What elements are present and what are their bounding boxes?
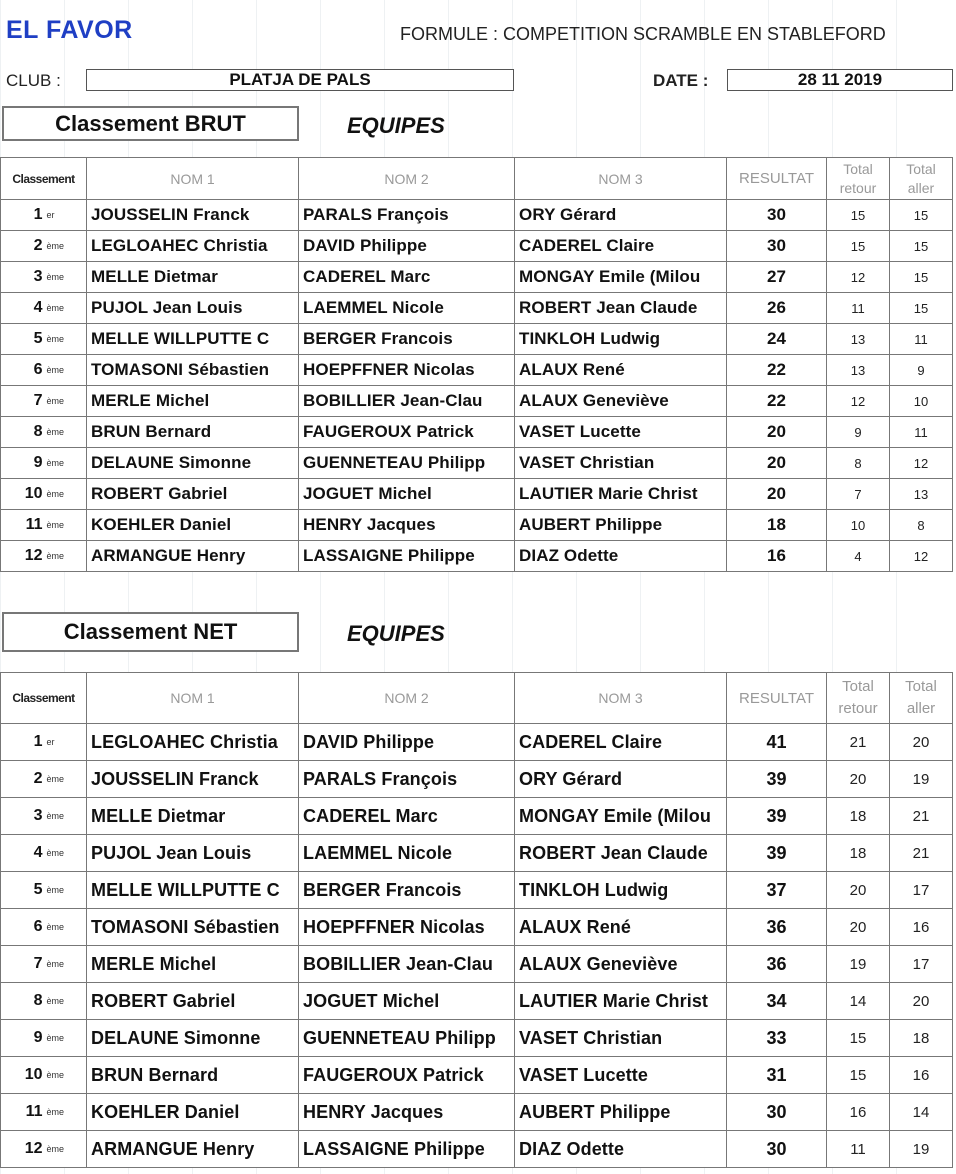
brut-table-row <box>1 448 953 479</box>
net-table-row <box>1 835 953 872</box>
nom1-cell: BRUN Bernard <box>87 417 299 448</box>
total-retour-cell: 20 <box>827 909 890 946</box>
total-aller-cell: 12 <box>890 448 953 479</box>
date-label: DATE : <box>653 71 709 90</box>
net-table-row <box>1 1094 953 1131</box>
brut-table-row <box>1 417 953 448</box>
total-retour-cell: 12 <box>827 386 890 417</box>
rank-suffix: ème <box>45 355 87 386</box>
total-aller-cell: 15 <box>890 200 953 231</box>
col-header-nom3: NOM 3 <box>515 673 727 724</box>
resultat-cell: 36 <box>727 909 827 946</box>
brut-table-row <box>1 386 953 417</box>
nom1-cell: KOEHLER Daniel <box>87 510 299 541</box>
nom1-cell: DELAUNE Simonne <box>87 1020 299 1057</box>
nom2-cell: HENRY Jacques <box>299 510 515 541</box>
resultat-cell: 30 <box>727 1131 827 1168</box>
nom3-cell: ALAUX René <box>515 909 727 946</box>
nom2-cell: LAEMMEL Nicole <box>299 835 515 872</box>
nom2-cell: DAVID Philippe <box>299 724 515 761</box>
nom3-cell: ALAUX Geneviève <box>515 946 727 983</box>
formule-text: FORMULE : COMPETITION SCRAMBLE EN STABLEFORD <box>400 24 886 44</box>
col-header-total-retour: Total retour <box>827 673 890 724</box>
nom3-cell: AUBERT Philippe <box>515 510 727 541</box>
rank-number: 10 <box>1 479 45 510</box>
rank-suffix: ème <box>45 231 87 262</box>
nom1-cell: MELLE WILLPUTTE C <box>87 324 299 355</box>
net-section-title: Classement NET <box>2 612 299 652</box>
rank-suffix: ème <box>45 1057 87 1094</box>
brut-table-row <box>1 231 953 262</box>
rank-number: 11 <box>1 510 45 541</box>
resultat-cell: 34 <box>727 983 827 1020</box>
net-table-row <box>1 1020 953 1057</box>
total-aller-cell: 21 <box>890 835 953 872</box>
col-header-total-aller: Total aller <box>890 158 953 200</box>
brut-equipes-label: EQUIPES <box>347 113 445 138</box>
net-table-row <box>1 946 953 983</box>
nom1-cell: PUJOL Jean Louis <box>87 293 299 324</box>
date-value: 28 11 2019 <box>727 69 953 91</box>
rank-suffix: ème <box>45 835 87 872</box>
total-retour-cell: 15 <box>827 1057 890 1094</box>
total-retour-cell: 4 <box>827 541 890 572</box>
resultat-cell: 20 <box>727 417 827 448</box>
nom2-cell: CADEREL Marc <box>299 798 515 835</box>
total-aller-cell: 11 <box>890 417 953 448</box>
net-equipes-label: EQUIPES <box>347 621 445 646</box>
rank-number: 1 <box>1 724 45 761</box>
brut-table-row <box>1 324 953 355</box>
nom3-cell: ALAUX Geneviève <box>515 386 727 417</box>
nom1-cell: DELAUNE Simonne <box>87 448 299 479</box>
rank-number: 12 <box>1 541 45 572</box>
total-aller-cell: 20 <box>890 983 953 1020</box>
nom1-cell: MELLE Dietmar <box>87 262 299 293</box>
rank-number: 8 <box>1 983 45 1020</box>
total-retour-cell: 18 <box>827 835 890 872</box>
nom3-cell: ORY Gérard <box>515 200 727 231</box>
net-table-row <box>1 1057 953 1094</box>
total-aller-cell: 21 <box>890 798 953 835</box>
net-table-row <box>1 1131 953 1168</box>
resultat-cell: 39 <box>727 761 827 798</box>
nom2-cell: BERGER Francois <box>299 872 515 909</box>
nom1-cell: MERLE Michel <box>87 386 299 417</box>
nom1-cell: MELLE Dietmar <box>87 798 299 835</box>
total-aller-cell: 13 <box>890 479 953 510</box>
resultat-cell: 41 <box>727 724 827 761</box>
resultat-cell: 31 <box>727 1057 827 1094</box>
col-header-nom3: NOM 3 <box>515 158 727 200</box>
nom1-cell: LEGLOAHEC Christia <box>87 724 299 761</box>
total-retour-cell: 8 <box>827 448 890 479</box>
nom3-cell: ALAUX René <box>515 355 727 386</box>
resultat-cell: 36 <box>727 946 827 983</box>
resultat-cell: 22 <box>727 355 827 386</box>
total-retour-cell: 12 <box>827 262 890 293</box>
total-retour-cell: 21 <box>827 724 890 761</box>
nom2-cell: DAVID Philippe <box>299 231 515 262</box>
nom3-cell: MONGAY Emile (Milou <box>515 262 727 293</box>
nom2-cell: HOEPFFNER Nicolas <box>299 909 515 946</box>
total-aller-cell: 19 <box>890 1131 953 1168</box>
nom3-cell: VASET Lucette <box>515 417 727 448</box>
col-header-nom2: NOM 2 <box>299 673 515 724</box>
nom1-cell: LEGLOAHEC Christia <box>87 231 299 262</box>
rank-number: 10 <box>1 1057 45 1094</box>
total-aller-cell: 10 <box>890 386 953 417</box>
total-retour-cell: 13 <box>827 355 890 386</box>
rank-number: 9 <box>1 448 45 479</box>
rank-suffix: ème <box>45 983 87 1020</box>
net-results-table <box>0 672 953 1168</box>
total-retour-cell: 10 <box>827 510 890 541</box>
total-retour-cell: 13 <box>827 324 890 355</box>
brut-table-row <box>1 510 953 541</box>
rank-suffix: ème <box>45 872 87 909</box>
brut-table-row <box>1 541 953 572</box>
net-table-row <box>1 798 953 835</box>
nom2-cell: HENRY Jacques <box>299 1094 515 1131</box>
nom1-cell: KOEHLER Daniel <box>87 1094 299 1131</box>
total-retour-cell: 9 <box>827 417 890 448</box>
nom2-cell: FAUGEROUX Patrick <box>299 417 515 448</box>
rank-number: 7 <box>1 386 45 417</box>
brut-table-row <box>1 355 953 386</box>
rank-suffix: ème <box>45 479 87 510</box>
nom1-cell: TOMASONI Sébastien <box>87 355 299 386</box>
nom3-cell: AUBERT Philippe <box>515 1094 727 1131</box>
nom1-cell: JOUSSELIN Franck <box>87 200 299 231</box>
nom2-cell: BERGER Francois <box>299 324 515 355</box>
nom3-cell: VASET Christian <box>515 1020 727 1057</box>
rank-suffix: ème <box>45 761 87 798</box>
col-header-resultat: RESULTAT <box>727 673 827 724</box>
rank-suffix: ème <box>45 541 87 572</box>
nom1-cell: BRUN Bernard <box>87 1057 299 1094</box>
rank-number: 11 <box>1 1094 45 1131</box>
resultat-cell: 20 <box>727 448 827 479</box>
nom2-cell: FAUGEROUX Patrick <box>299 1057 515 1094</box>
total-aller-cell: 16 <box>890 1057 953 1094</box>
rank-suffix: ème <box>45 1020 87 1057</box>
nom3-cell: LAUTIER Marie Christ <box>515 479 727 510</box>
total-retour-cell: 16 <box>827 1094 890 1131</box>
total-aller-cell: 15 <box>890 293 953 324</box>
nom2-cell: PARALS François <box>299 200 515 231</box>
rank-suffix: ème <box>45 417 87 448</box>
nom3-cell: ORY Gérard <box>515 761 727 798</box>
rank-number: 5 <box>1 872 45 909</box>
rank-suffix: ème <box>45 386 87 417</box>
rank-number: 5 <box>1 324 45 355</box>
nom3-cell: CADEREL Claire <box>515 231 727 262</box>
total-aller-cell: 19 <box>890 761 953 798</box>
brut-results-table <box>0 157 953 572</box>
total-aller-cell: 14 <box>890 1094 953 1131</box>
nom1-cell: ARMANGUE Henry <box>87 541 299 572</box>
nom1-cell: MERLE Michel <box>87 946 299 983</box>
club-label: CLUB : <box>6 71 61 90</box>
brand-title: EL FAVOR <box>6 16 133 44</box>
brut-table-row <box>1 200 953 231</box>
nom1-cell: PUJOL Jean Louis <box>87 835 299 872</box>
rank-number: 7 <box>1 946 45 983</box>
nom2-cell: HOEPFFNER Nicolas <box>299 355 515 386</box>
col-header-resultat: RESULTAT <box>727 158 827 200</box>
nom2-cell: CADEREL Marc <box>299 262 515 293</box>
resultat-cell: 20 <box>727 479 827 510</box>
nom3-cell: LAUTIER Marie Christ <box>515 983 727 1020</box>
total-aller-cell: 12 <box>890 541 953 572</box>
resultat-cell: 30 <box>727 1094 827 1131</box>
nom2-cell: GUENNETEAU Philipp <box>299 448 515 479</box>
rank-number: 9 <box>1 1020 45 1057</box>
total-aller-cell: 18 <box>890 1020 953 1057</box>
rank-suffix: er <box>45 200 87 231</box>
total-retour-cell: 15 <box>827 231 890 262</box>
resultat-cell: 30 <box>727 231 827 262</box>
total-aller-cell: 15 <box>890 262 953 293</box>
resultat-cell: 27 <box>727 262 827 293</box>
resultat-cell: 26 <box>727 293 827 324</box>
rank-suffix: ème <box>45 946 87 983</box>
brut-table-row <box>1 262 953 293</box>
rank-suffix: ème <box>45 798 87 835</box>
nom3-cell: ROBERT Jean Claude <box>515 293 727 324</box>
rank-number: 12 <box>1 1131 45 1168</box>
rank-suffix: ème <box>45 909 87 946</box>
col-header-classement: Classement <box>1 673 87 724</box>
rank-suffix: ème <box>45 293 87 324</box>
rank-suffix: ème <box>45 324 87 355</box>
nom2-cell: LASSAIGNE Philippe <box>299 541 515 572</box>
nom3-cell: TINKLOH Ludwig <box>515 872 727 909</box>
rank-number: 3 <box>1 262 45 293</box>
total-aller-cell: 11 <box>890 324 953 355</box>
net-table-row <box>1 909 953 946</box>
rank-number: 1 <box>1 200 45 231</box>
col-header-total-retour: Total retour <box>827 158 890 200</box>
nom2-cell: LASSAIGNE Philippe <box>299 1131 515 1168</box>
total-retour-cell: 7 <box>827 479 890 510</box>
col-header-total-aller: Total aller <box>890 673 953 724</box>
total-retour-cell: 19 <box>827 946 890 983</box>
nom2-cell: GUENNETEAU Philipp <box>299 1020 515 1057</box>
nom3-cell: CADEREL Claire <box>515 724 727 761</box>
resultat-cell: 16 <box>727 541 827 572</box>
col-header-nom2: NOM 2 <box>299 158 515 200</box>
brut-header-row <box>1 158 953 200</box>
rank-suffix: ème <box>45 448 87 479</box>
nom3-cell: MONGAY Emile (Milou <box>515 798 727 835</box>
rank-number: 6 <box>1 909 45 946</box>
total-aller-cell: 16 <box>890 909 953 946</box>
total-aller-cell: 9 <box>890 355 953 386</box>
resultat-cell: 22 <box>727 386 827 417</box>
resultat-cell: 39 <box>727 835 827 872</box>
resultat-cell: 39 <box>727 798 827 835</box>
rank-suffix: ème <box>45 1131 87 1168</box>
nom3-cell: DIAZ Odette <box>515 1131 727 1168</box>
nom1-cell: JOUSSELIN Franck <box>87 761 299 798</box>
nom1-cell: TOMASONI Sébastien <box>87 909 299 946</box>
brut-table-row <box>1 479 953 510</box>
nom2-cell: JOGUET Michel <box>299 983 515 1020</box>
brut-table-row <box>1 293 953 324</box>
nom3-cell: VASET Lucette <box>515 1057 727 1094</box>
total-aller-cell: 17 <box>890 872 953 909</box>
resultat-cell: 30 <box>727 200 827 231</box>
nom2-cell: PARALS François <box>299 761 515 798</box>
rank-number: 6 <box>1 355 45 386</box>
nom1-cell: ARMANGUE Henry <box>87 1131 299 1168</box>
nom2-cell: BOBILLIER Jean-Clau <box>299 386 515 417</box>
net-header-row <box>1 673 953 724</box>
total-aller-cell: 8 <box>890 510 953 541</box>
rank-number: 3 <box>1 798 45 835</box>
resultat-cell: 24 <box>727 324 827 355</box>
resultat-cell: 37 <box>727 872 827 909</box>
resultat-cell: 18 <box>727 510 827 541</box>
nom1-cell: MELLE WILLPUTTE C <box>87 872 299 909</box>
nom2-cell: JOGUET Michel <box>299 479 515 510</box>
nom3-cell: VASET Christian <box>515 448 727 479</box>
col-header-nom1: NOM 1 <box>87 158 299 200</box>
brut-section-title: Classement BRUT <box>2 106 299 141</box>
total-retour-cell: 15 <box>827 200 890 231</box>
col-header-nom1: NOM 1 <box>87 673 299 724</box>
rank-number: 4 <box>1 293 45 324</box>
total-retour-cell: 11 <box>827 293 890 324</box>
net-table-row <box>1 724 953 761</box>
nom1-cell: ROBERT Gabriel <box>87 983 299 1020</box>
net-table-row <box>1 872 953 909</box>
nom1-cell: ROBERT Gabriel <box>87 479 299 510</box>
total-aller-cell: 17 <box>890 946 953 983</box>
total-retour-cell: 20 <box>827 761 890 798</box>
nom2-cell: BOBILLIER Jean-Clau <box>299 946 515 983</box>
rank-suffix: ème <box>45 262 87 293</box>
nom3-cell: ROBERT Jean Claude <box>515 835 727 872</box>
total-retour-cell: 20 <box>827 872 890 909</box>
rank-number: 8 <box>1 417 45 448</box>
col-header-classement: Classement <box>1 158 87 200</box>
total-retour-cell: 15 <box>827 1020 890 1057</box>
nom2-cell: LAEMMEL Nicole <box>299 293 515 324</box>
nom3-cell: DIAZ Odette <box>515 541 727 572</box>
rank-suffix: ème <box>45 510 87 541</box>
rank-number: 2 <box>1 761 45 798</box>
rank-number: 2 <box>1 231 45 262</box>
total-retour-cell: 11 <box>827 1131 890 1168</box>
total-retour-cell: 14 <box>827 983 890 1020</box>
rank-suffix: er <box>45 724 87 761</box>
rank-number: 4 <box>1 835 45 872</box>
rank-suffix: ème <box>45 1094 87 1131</box>
total-aller-cell: 15 <box>890 231 953 262</box>
total-retour-cell: 18 <box>827 798 890 835</box>
resultat-cell: 33 <box>727 1020 827 1057</box>
net-table-row <box>1 761 953 798</box>
nom3-cell: TINKLOH Ludwig <box>515 324 727 355</box>
club-value: PLATJA DE PALS <box>86 69 514 91</box>
net-table-row <box>1 983 953 1020</box>
total-aller-cell: 20 <box>890 724 953 761</box>
